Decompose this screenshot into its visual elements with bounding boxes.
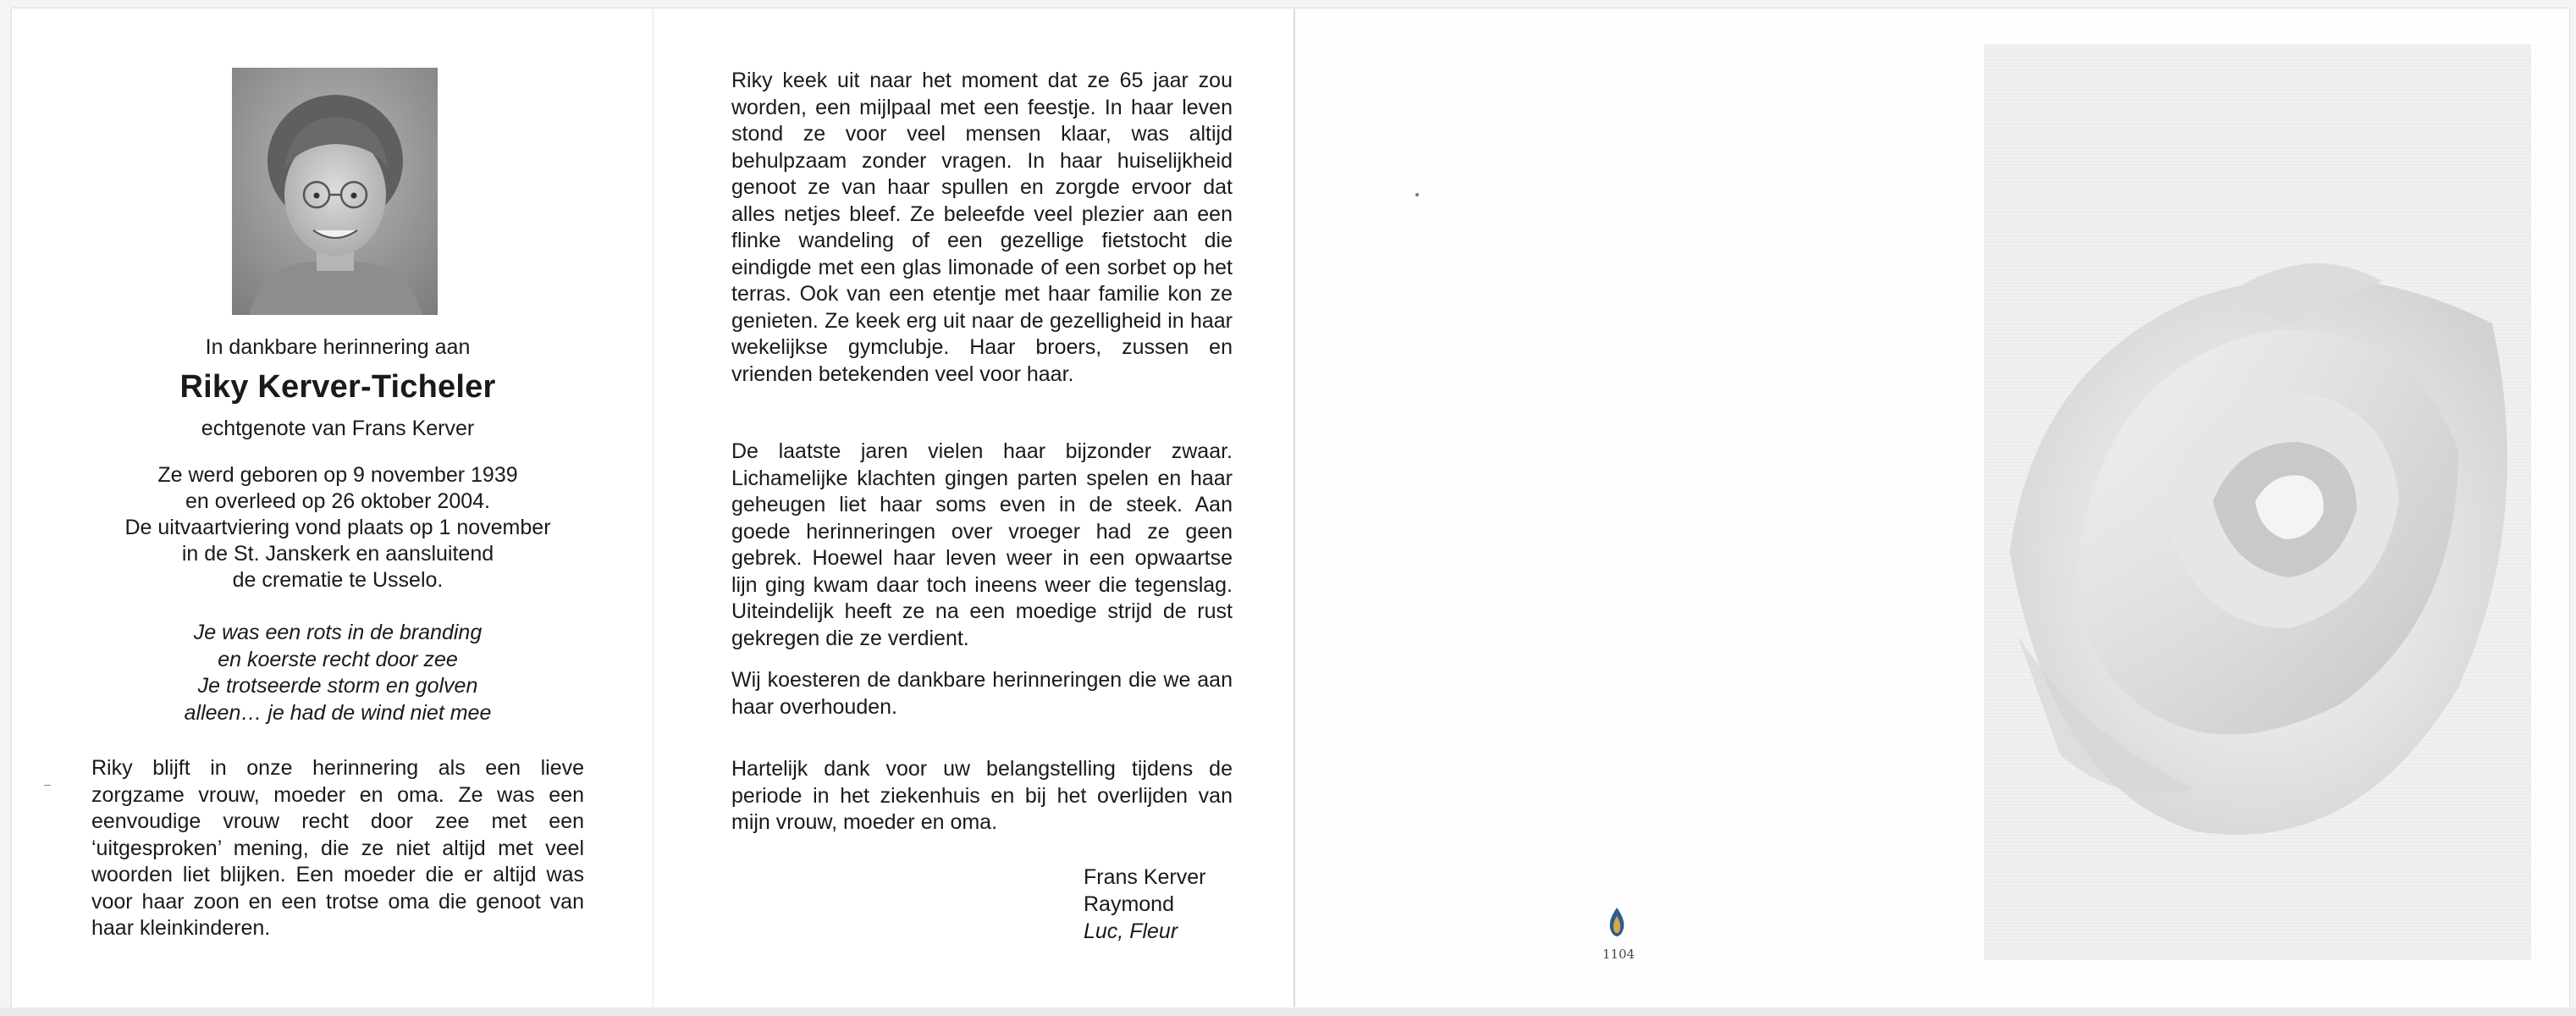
stray-dot xyxy=(1415,193,1419,196)
rose-image xyxy=(1984,44,2531,960)
stray-mark: – xyxy=(44,777,51,791)
poem-line: en koerste recht door zee xyxy=(218,647,458,671)
intro-text: In dankbare herinnering aan xyxy=(205,335,471,359)
poem xyxy=(88,620,587,726)
signature-line: Frans Kerver xyxy=(1084,865,1206,889)
portrait-photo xyxy=(232,68,438,315)
rose-icon xyxy=(1984,44,2531,960)
signatures xyxy=(1084,864,1205,945)
poem-line: Je trotseerde storm en golven xyxy=(197,674,478,698)
thanks-paragraph: Hartelijk dank voor uw belangstelling tijdens de periode in het ziekenhuis en bij het overlijden van mijn vrouw, moeder en oma. xyxy=(731,757,1233,834)
card-fold xyxy=(653,8,654,1008)
cherish-paragraph: Wij koesteren de dankbare herinneringen die we aan haar overhouden. xyxy=(731,668,1233,719)
life-paragraph: Riky keek uit naar het moment dat ze 65 jaar zou worden, een mijlpaal met een feestje. In haar leven stond ze voor veel mensen klaar, was altijd behulpzaam zonder vragen. In haar huiselijkheid genoot ze van haar spullen en zorgde ervoor dat alles netjes bleef. Ze beleefde veel plezier aan een flinke wandeling of een gezellige fietstocht die eindigde met een glas limonade of een sorbet op het terras. Ook van een etentje met haar familie kon ze genieten. Ze keek erg uit naar de gezelligheid in haar wekelijkse gymclubje. Haar broers, zussen en vrienden betekenden veel voor haar. xyxy=(731,69,1233,386)
life-facts xyxy=(88,462,587,594)
fact-line: in de St. Janskerk en aansluitend xyxy=(181,542,494,566)
fact-line: en overleed op 26 oktober 2004. xyxy=(185,489,490,513)
signature-line: Raymond xyxy=(1084,892,1174,916)
print-code: 1104 xyxy=(1602,947,1636,962)
inner-card xyxy=(12,8,1294,1008)
portrait-icon xyxy=(232,68,438,315)
fact-line: Ze werd geboren op 9 november 1939 xyxy=(157,463,518,487)
memory-paragraph: Riky blijft in onze herinnering als een lieve zorgzame vrouw, moeder en oma. Ze was een eenvoudige vrouw recht door zee met een ‘uitgesproken’ mening, die ze niet altijd met veel woorden liet blijken. Een moeder die er altijd was voor haar zoon en een trotse oma die genoot van haar kleinkinderen. xyxy=(91,756,584,940)
illness-paragraph: De laatste jaren vielen haar bijzonder zwaar. Lichamelijke klachten gingen parten spelen en haar geheugen liet haar soms even in de steek. Aan goede herinneringen over vroeger had ze geen gebrek. Hoewel haar leven weer in een opwaartse lijn ging kwam daar toch ineens weer die tegenslag. Uiteindelijk heeft ze na een moedige strijd de rust gekregen die ze verdient. xyxy=(731,439,1233,650)
poem-line: alleen… je had de wind niet mee xyxy=(184,700,492,725)
fact-line: De uitvaartviering vond plaats op 1 november xyxy=(124,516,551,539)
poem-line: Je was een rots in de branding xyxy=(193,621,483,644)
fact-line: de crematie te Usselo. xyxy=(232,568,444,592)
signature-line: Luc, Fleur xyxy=(1084,919,1178,943)
deceased-name: Riky Kerver-Ticheler xyxy=(179,369,496,405)
flame-drop-icon xyxy=(1605,906,1629,938)
spouse-line: echtgenote van Frans Kerver xyxy=(201,417,475,440)
scan-edge xyxy=(0,1008,2576,1016)
